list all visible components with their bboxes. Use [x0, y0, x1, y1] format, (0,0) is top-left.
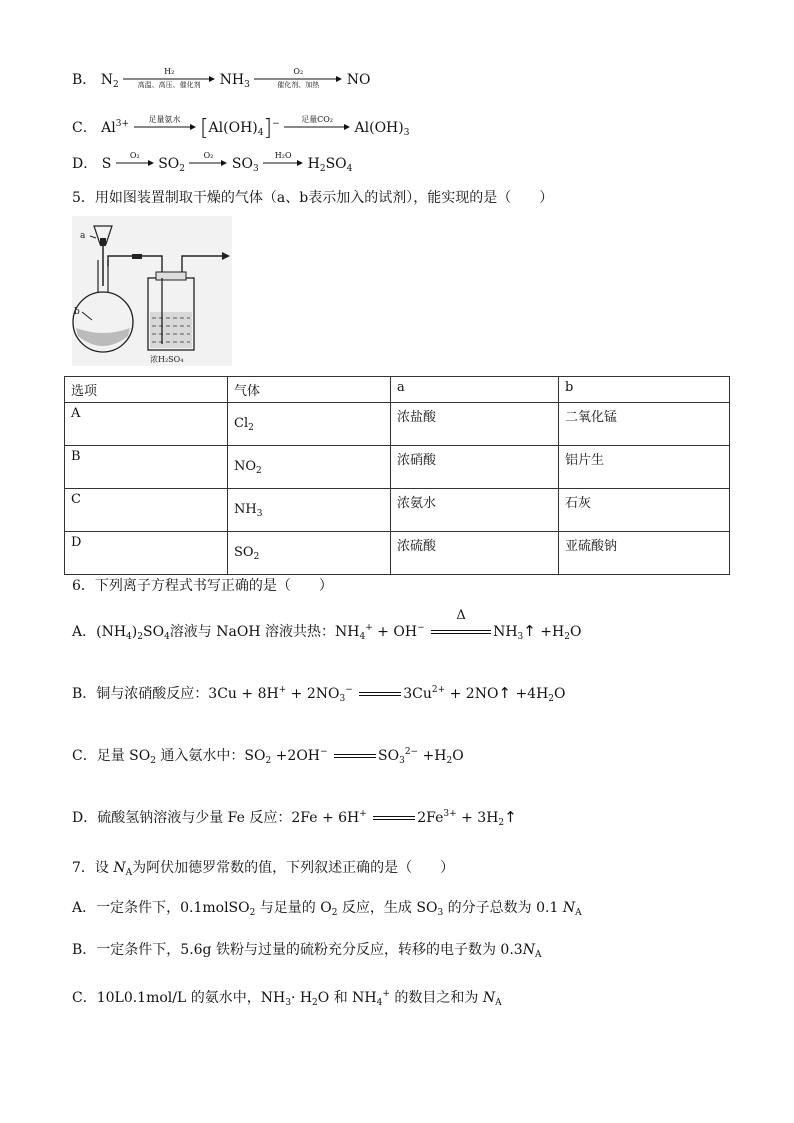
reaction-arrow: O₂ — [116, 154, 154, 174]
q6-option-d: D．硫酸氢钠溶液与少量 Fe 反应：2Fe + 6H+ $2Fe^{3+}$ + $3H_2↑$ — [72, 808, 517, 828]
table-row: A $Cl_2$ 浓盐酸 二氧化锰 — [65, 403, 730, 446]
reaction-arrow: H₂ 高温、高压、催化剂 — [123, 70, 215, 90]
gas-up-arrow-icon: ↑ — [504, 808, 517, 826]
question-5-stem: 5．用如图装置制取干燥的气体（a、b表示加入的试剂），能实现的是（ ） — [72, 190, 554, 206]
header-a: a — [391, 377, 559, 403]
label-conc-acid: 浓H₂SO₄ — [150, 355, 184, 364]
option-c-conversion: C． $Al^{3+}$ 足量氨水 $[Al(OH)_4]^-$ 足量CO₂ $Al(OH)_3$ — [72, 115, 410, 141]
label-a: a — [80, 231, 86, 241]
q7-option-c: C．10L0.1mol/L 的氨水中，$NH_3\cdot H_2O$ 和 $NH_4^+$ 的数目之和为 $N_A$ — [72, 989, 502, 1008]
table-row: D $SO_2$ 浓硫酸 亚硫酸钠 — [65, 532, 730, 575]
gas-up-arrow-icon: ↑ — [523, 622, 536, 640]
q7-option-b: B．一定条件下，5.6g 铁粉与过量的硫粉充分反应，转移的电子数为 $0.3N_A$ — [72, 942, 542, 960]
header-gas: 气体 — [228, 377, 391, 403]
reaction-arrow: 足量氨水 — [134, 118, 196, 138]
header-option: 选项 — [65, 377, 228, 403]
equals-sign — [359, 687, 401, 701]
equals-sign — [334, 749, 376, 763]
table-header-row — [65, 377, 730, 403]
options-table — [64, 376, 730, 575]
gas-generation-apparatus-diagram — [72, 216, 232, 366]
q6-option-c: C．足量 $SO_2$ 通入氨水中：$SO_2 +2OH^-$ $SO_3^{2-} +H_2O$ — [72, 747, 464, 766]
label-b: b — [74, 307, 80, 317]
header-b: b — [559, 377, 730, 403]
table-row: C $NH_3$ 浓氨水 石灰 — [65, 489, 730, 532]
option-b-conversion: B． $N_2$ H₂ 高温、高压、催化剂 $NH_3$ O₂ 催化剂、加热 NO — [72, 67, 371, 90]
reaction-arrow: 足量CO₂ — [284, 118, 350, 138]
apparatus-figure — [72, 216, 232, 366]
heat-equals-sign: Δ — [431, 625, 491, 639]
q6-option-a: A．$(NH_4)_2SO_4$溶液与 NaOH 溶液共热：$NH_4^+ + OH^-$ Δ $NH_3↑ +H_2O$ — [72, 608, 582, 642]
table-row: B $NO_2$ 浓硝酸 铝片生 — [65, 446, 730, 489]
reaction-arrow: O₂ 催化剂、加热 — [254, 70, 342, 90]
question-6-stem: 6．下列离子方程式书写正确的是（ ） — [72, 578, 333, 594]
equals-sign — [373, 811, 415, 825]
gas-up-arrow-icon: ↑ — [498, 684, 511, 702]
reaction-arrow: O₂ — [189, 154, 227, 174]
question-7-stem: 7．设 $N_A$为阿伏加德罗常数的值，下列叙述正确的是（ ） — [72, 860, 455, 878]
q6-option-b: B．铜与浓硝酸反应：$3Cu + 8H^+ + 2NO_3^-$ $3Cu^{2+}$ + 2NO↑ $+4H_2O$ — [72, 684, 566, 704]
option-d-conversion: D． S O₂ $SO_2$ O₂ $SO_3$ H₂O $H_2SO_4$ — [72, 151, 353, 174]
q7-option-a: A．一定条件下，0.1molSO$_2$ 与足量的 $O_2$ 反应，生成 $SO_3$ 的分子总数为 0.1 $N_A$ — [72, 900, 582, 918]
reaction-arrow: H₂O — [263, 154, 303, 174]
